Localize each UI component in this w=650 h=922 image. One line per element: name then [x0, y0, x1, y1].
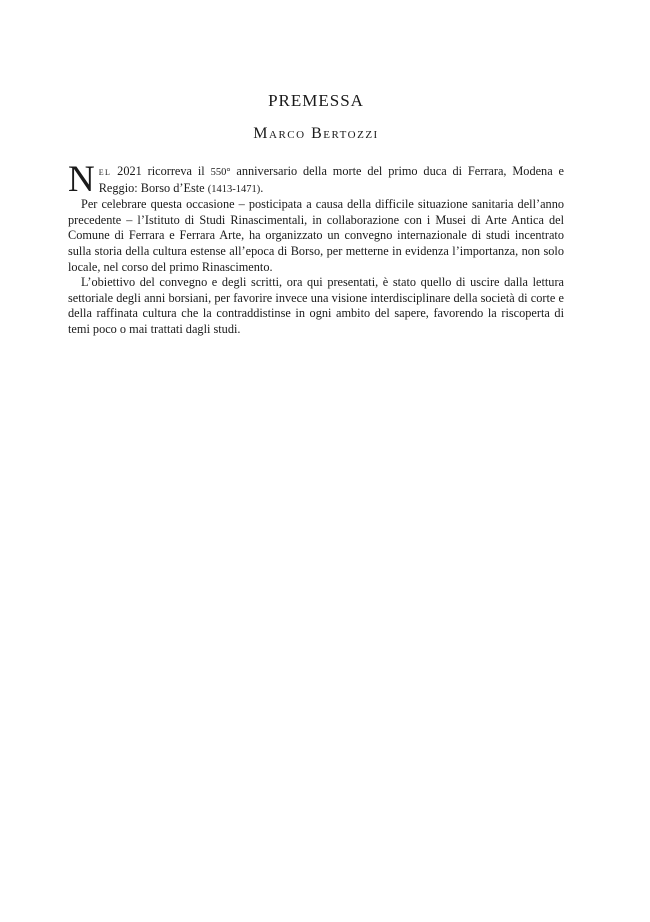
- paragraph-1-text-c: .: [260, 180, 264, 195]
- paragraph-1-text-b: anniversario della morte del primo duca di Ferrara, Modena e Reggio: Borso d’Este: [98, 164, 564, 195]
- paragraph-3: L’obiettivo del convegno e degli scritti, ora qui presentati, è stato quello di uscire dalla lettura settoriale degli anni borsiani, per favorire invece una visione interdisciplinare della società di corte e della raffinata cultura che la contraddistinse in ogni ambito del sapere, favorendo la riscoperta di temi poco o mai trattati dagli studi.: [68, 275, 564, 336]
- lead-word: el: [98, 166, 112, 178]
- paragraph-2: Per celebrare questa occasione – posticipata a causa della difficile situazione sanitaria dell’anno precedente – l’Istituto di Studi Rinascimentali, in collaborazione con i Musei di Arte Antica del Comune di Ferrara e Ferrara Arte, ha organizzato un convegno internazionale di studi incentrato sulla storia della cultura estense all’epoca di Borso, per metterne in evidenza l’importanza, non solo locale, nel corso del primo Rinascimento.: [68, 197, 564, 274]
- drop-cap: N: [68, 159, 95, 200]
- paragraph-1: [68, 159, 564, 200]
- anniversary-number: 550°: [210, 167, 231, 178]
- author-name: Marco Bertozzi: [253, 125, 379, 142]
- life-dates: (1413-1471): [207, 183, 261, 195]
- body-text: [68, 159, 564, 338]
- paragraph-1-text-a: 2021 ricorreva il: [111, 164, 211, 178]
- section-heading: PREMESSA: [268, 91, 364, 110]
